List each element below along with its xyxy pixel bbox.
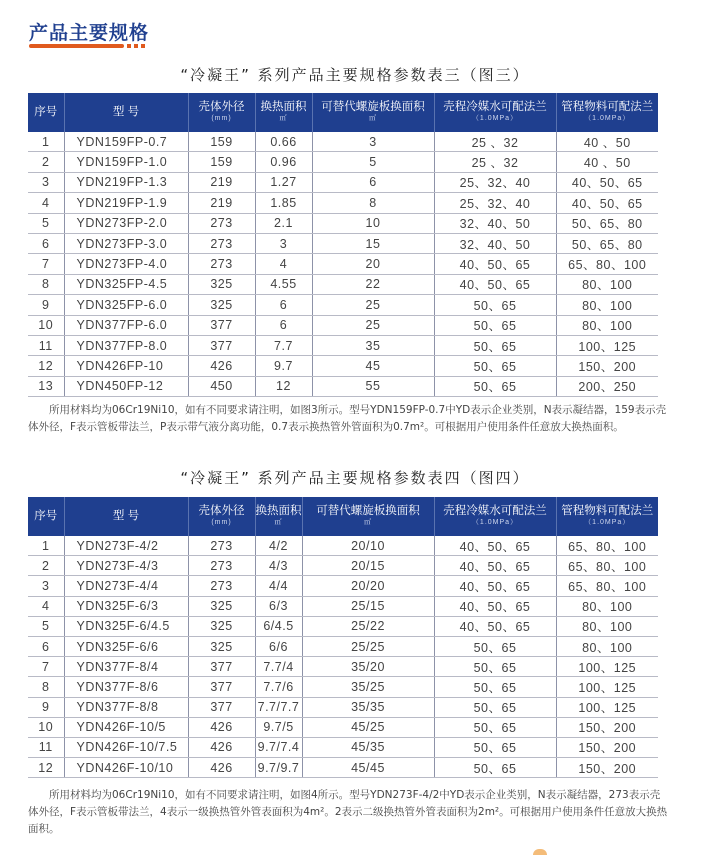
header-col-tube-flange [556,93,658,132]
cell-model: YDN450FP-12 [64,376,188,396]
cell-shell-diameter: 273 [188,576,255,596]
cell-shell-diameter: 325 [188,295,255,315]
cell-tube-flange: 50、65、80 [556,233,658,253]
cell-spiral-area: 3 [312,132,434,152]
header-col-shell-diameter [188,497,255,536]
cell-shell-flange: 50、65 [434,717,556,737]
cell-spiral-area: 45/25 [302,717,434,737]
cell-shell-diameter: 273 [188,556,255,576]
section-title: 产品主要规格 [29,22,150,44]
cell-model: YDN377F-8/4 [64,657,188,677]
cell-shell-flange: 25、32、40 [434,193,556,213]
cell-spiral-area: 5 [312,152,434,172]
cell-tube-flange: 200、250 [556,376,658,396]
header-unit: （1.0MPa） [584,115,631,123]
cell-heat-area: 6 [255,315,312,335]
cell-index: 10 [28,315,64,335]
table-row [28,172,658,192]
table-row [28,556,658,576]
cell-tube-flange: 80、100 [556,274,658,294]
cell-tube-flange: 100、125 [556,335,658,355]
table-row [28,152,658,172]
cell-tube-flange: 150、200 [556,758,658,778]
cell-model: YDN219FP-1.9 [64,193,188,213]
cell-shell-flange: 50、65 [434,636,556,656]
cell-index: 8 [28,274,64,294]
cell-model: YDN159FP-1.0 [64,152,188,172]
cell-model: YDN219FP-1.3 [64,172,188,192]
cell-heat-area: 4.55 [255,274,312,294]
cell-heat-area: 9.7/7.4 [255,737,302,757]
header-col-spiral-area [302,497,434,536]
cell-heat-area: 9.7/5 [255,717,302,737]
cell-spiral-area: 25/22 [302,616,434,636]
header-col-heat-area [255,497,302,536]
cell-model: YDN325FP-6.0 [64,295,188,315]
table-row [28,697,658,717]
cell-spiral-area: 15 [312,233,434,253]
cell-model: YDN426F-10/5 [64,717,188,737]
cell-shell-diameter: 325 [188,596,255,616]
header-col-shell-diameter [188,93,255,132]
cell-index: 12 [28,758,64,778]
header-label: 可替代螺旋板换面积 [316,505,420,518]
cell-model: YDN426FP-10 [64,356,188,376]
header-unit: （1.0MPa） [471,519,519,527]
table-row [28,657,658,677]
cell-shell-diameter: 325 [188,274,255,294]
cell-spiral-area: 35/25 [302,677,434,697]
cell-tube-flange: 40、50、65 [556,172,658,192]
table-header-row [28,93,658,132]
cell-shell-diameter: 219 [188,193,255,213]
cell-model: YDN273F-4/2 [64,536,188,556]
cell-shell-diameter: 450 [188,376,255,396]
cell-shell-diameter: 273 [188,233,255,253]
table1-title: “冷凝王” 系列产品主要规格参数表三（图三） [180,66,530,84]
cell-shell-flange: 40、50、65 [434,616,556,636]
header-label: 壳体外径 [198,101,245,114]
cell-heat-area: 7.7/4 [255,657,302,677]
cell-heat-area: 6/6 [255,636,302,656]
cell-index: 4 [28,193,64,213]
cell-tube-flange: 150、200 [556,356,658,376]
header-unit: (mm) [211,519,232,527]
cell-shell-flange: 50、65 [434,677,556,697]
table-row [28,758,658,778]
cell-model: YDN273FP-4.0 [64,254,188,274]
cell-spiral-area: 20/10 [302,536,434,556]
header-col-index [28,497,64,536]
cell-shell-flange: 50、65 [434,737,556,757]
cell-shell-flange: 25 、32 [434,152,556,172]
table2-note: 所用材料均为06Cr19Ni10，如有不同要求请注明，如图4所示。型号YDN273F-4/2中YD表示企业类别，N表示凝结器，273表示壳体外径，F表示管板带法兰，4表示一级换热管外管表面积为4m²。2表示二级换热管外管表面积为2m²。可根据用户使用条件任意放大换热面积。 [28,789,668,835]
header-label: 序号 [34,509,58,522]
cell-shell-flange: 50、65 [434,356,556,376]
cell-index: 13 [28,376,64,396]
cell-model: YDN159FP-0.7 [64,132,188,152]
cell-spiral-area: 22 [312,274,434,294]
table1-note: 所用材料均为06Cr19Ni10，如有不同要求请注明，如图3所示。型号YDN159FP-0.7中YD表示企业类别，N表示凝结器，159表示壳体外径，F表示管板带法兰，P表示带气液分离功能，0.7表示换热管外管面积为0.7m²。可根据用户使用条件任意放大换热面积。 [28,404,667,433]
header-unit: ㎡ [364,519,372,527]
cell-model: YDN377F-8/8 [64,697,188,717]
header-label: 换热面积 [255,505,302,518]
header-label: 壳程冷媒水可配法兰 [443,101,547,114]
cell-heat-area: 7.7/6 [255,677,302,697]
cell-index: 1 [28,536,64,556]
table-row [28,274,658,294]
cell-tube-flange: 100、125 [556,697,658,717]
table-row [28,193,658,213]
header-label: 换热面积 [260,101,307,114]
table-row [28,315,658,335]
cell-shell-flange: 40、50、65 [434,274,556,294]
cell-index: 5 [28,213,64,233]
cell-heat-area: 6 [255,295,312,315]
header-label: 壳程冷媒水可配法兰 [443,505,547,518]
cell-shell-diameter: 325 [188,636,255,656]
table-row [28,254,658,274]
cell-shell-flange: 50、65 [434,376,556,396]
cell-model: YDN273F-4/4 [64,576,188,596]
cell-shell-flange: 32、40、50 [434,213,556,233]
header-col-heat-area [255,93,312,132]
cell-spiral-area: 25/15 [302,596,434,616]
spec-table-4 [28,497,658,778]
cell-heat-area: 12 [255,376,312,396]
cell-heat-area: 4/4 [255,576,302,596]
header-col-index [28,93,64,132]
table-header-row [28,497,658,536]
cell-shell-flange: 40、50、65 [434,536,556,556]
cell-heat-area: 0.66 [255,132,312,152]
cell-tube-flange: 65、80、100 [556,556,658,576]
cell-tube-flange: 150、200 [556,717,658,737]
decorative-shape [533,849,547,855]
table-row [28,616,658,636]
cell-spiral-area: 55 [312,376,434,396]
cell-heat-area: 4 [255,254,312,274]
header-unit: ㎡ [279,115,288,123]
cell-model: YDN325FP-4.5 [64,274,188,294]
cell-heat-area: 6/3 [255,596,302,616]
table-row [28,536,658,556]
cell-heat-area: 1.85 [255,193,312,213]
cell-shell-diameter: 377 [188,335,255,355]
header-label: 管程物料可配法兰 [561,505,654,518]
header-unit: ㎡ [274,519,283,527]
cell-index: 2 [28,152,64,172]
cell-shell-flange: 40、50、65 [434,576,556,596]
cell-model: YDN325F-6/3 [64,596,188,616]
cell-shell-flange: 25、32、40 [434,172,556,192]
cell-index: 11 [28,737,64,757]
cell-shell-diameter: 426 [188,737,255,757]
table-row [28,596,658,616]
cell-model: YDN426F-10/10 [64,758,188,778]
cell-shell-flange: 50、65 [434,315,556,335]
cell-spiral-area: 45 [312,356,434,376]
title-underline [29,44,124,48]
cell-shell-flange: 40、50、65 [434,556,556,576]
table-row [28,295,658,315]
header-unit: （1.0MPa） [584,519,631,527]
table-row [28,132,658,152]
cell-shell-diameter: 273 [188,213,255,233]
cell-spiral-area: 45/45 [302,758,434,778]
table-row [28,356,658,376]
cell-shell-diameter: 426 [188,758,255,778]
cell-shell-diameter: 219 [188,172,255,192]
cell-index: 6 [28,233,64,253]
cell-index: 7 [28,254,64,274]
table-row [28,677,658,697]
cell-tube-flange: 65、80、100 [556,536,658,556]
cell-shell-diameter: 377 [188,677,255,697]
cell-shell-diameter: 377 [188,657,255,677]
cell-tube-flange: 40 、50 [556,132,658,152]
cell-spiral-area: 20 [312,254,434,274]
cell-tube-flange: 65、80、100 [556,254,658,274]
cell-heat-area: 0.96 [255,152,312,172]
table-row [28,233,658,253]
table-row [28,376,658,396]
cell-spiral-area: 25 [312,315,434,335]
cell-shell-flange: 32、40、50 [434,233,556,253]
cell-model: YDN377FP-8.0 [64,335,188,355]
cell-heat-area: 2.1 [255,213,312,233]
cell-shell-flange: 50、65 [434,295,556,315]
header-col-shell-flange [434,93,556,132]
header-col-model [64,93,188,132]
cell-spiral-area: 6 [312,172,434,192]
cell-index: 2 [28,556,64,576]
cell-tube-flange: 50、65、80 [556,213,658,233]
cell-tube-flange: 150、200 [556,737,658,757]
table-row [28,717,658,737]
header-label: 序号 [34,105,58,118]
cell-spiral-area: 35/35 [302,697,434,717]
header-label: 管程物料可配法兰 [561,101,654,114]
header-col-model [64,497,188,536]
cell-shell-diameter: 159 [188,152,255,172]
title-dots [127,44,145,48]
cell-index: 4 [28,596,64,616]
cell-index: 8 [28,677,64,697]
header-col-spiral-area [312,93,434,132]
cell-index: 5 [28,616,64,636]
cell-spiral-area: 25/25 [302,636,434,656]
cell-shell-flange: 50、65 [434,335,556,355]
cell-spiral-area: 35/20 [302,657,434,677]
header-unit: (mm) [211,115,232,123]
header-label: 可替代螺旋板换面积 [321,101,425,114]
cell-tube-flange: 100、125 [556,657,658,677]
cell-spiral-area: 35 [312,335,434,355]
cell-tube-flange: 40 、50 [556,152,658,172]
cell-shell-flange: 50、65 [434,657,556,677]
cell-tube-flange: 80、100 [556,636,658,656]
cell-heat-area: 9.7/9.7 [255,758,302,778]
cell-heat-area: 7.7 [255,335,312,355]
header-unit: （1.0MPa） [471,115,519,123]
header-label: 壳体外径 [198,505,245,518]
cell-heat-area: 7.7/7.7 [255,697,302,717]
cell-model: YDN273FP-2.0 [64,213,188,233]
header-col-tube-flange [556,497,658,536]
cell-model: YDN426F-10/7.5 [64,737,188,757]
cell-index: 3 [28,576,64,596]
cell-tube-flange: 80、100 [556,315,658,335]
cell-model: YDN377FP-6.0 [64,315,188,335]
cell-index: 11 [28,335,64,355]
cell-shell-diameter: 273 [188,536,255,556]
cell-tube-flange: 80、100 [556,616,658,636]
cell-heat-area: 1.27 [255,172,312,192]
table-row [28,576,658,596]
table2-title: “冷凝王” 系列产品主要规格参数表四（图四） [180,469,530,487]
cell-spiral-area: 8 [312,193,434,213]
table-row [28,737,658,757]
cell-shell-flange: 25 、32 [434,132,556,152]
cell-index: 1 [28,132,64,152]
cell-spiral-area: 45/35 [302,737,434,757]
cell-model: YDN325F-6/4.5 [64,616,188,636]
cell-model: YDN273F-4/3 [64,556,188,576]
cell-model: YDN325F-6/6 [64,636,188,656]
cell-tube-flange: 100、125 [556,677,658,697]
cell-tube-flange: 80、100 [556,295,658,315]
cell-index: 9 [28,697,64,717]
cell-spiral-area: 20/15 [302,556,434,576]
cell-model: YDN377F-8/6 [64,677,188,697]
cell-heat-area: 4/3 [255,556,302,576]
table-row [28,213,658,233]
cell-shell-flange: 50、65 [434,697,556,717]
cell-shell-diameter: 273 [188,254,255,274]
cell-shell-diameter: 377 [188,697,255,717]
header-label: 型 号 [112,509,140,522]
cell-index: 6 [28,636,64,656]
cell-index: 10 [28,717,64,737]
cell-heat-area: 4/2 [255,536,302,556]
cell-tube-flange: 65、80、100 [556,576,658,596]
cell-heat-area: 6/4.5 [255,616,302,636]
cell-index: 12 [28,356,64,376]
cell-heat-area: 9.7 [255,356,312,376]
cell-shell-flange: 50、65 [434,758,556,778]
cell-shell-diameter: 325 [188,616,255,636]
table-row [28,335,658,355]
header-col-shell-flange [434,497,556,536]
cell-tube-flange: 80、100 [556,596,658,616]
cell-spiral-area: 10 [312,213,434,233]
spec-table-3 [28,93,658,397]
cell-index: 9 [28,295,64,315]
cell-spiral-area: 20/20 [302,576,434,596]
cell-heat-area: 3 [255,233,312,253]
cell-shell-flange: 40、50、65 [434,596,556,616]
cell-index: 7 [28,657,64,677]
cell-shell-diameter: 426 [188,717,255,737]
cell-spiral-area: 25 [312,295,434,315]
cell-model: YDN273FP-3.0 [64,233,188,253]
cell-shell-diameter: 377 [188,315,255,335]
header-label: 型 号 [112,105,140,118]
cell-shell-diameter: 159 [188,132,255,152]
cell-index: 3 [28,172,64,192]
cell-tube-flange: 40、50、65 [556,193,658,213]
cell-shell-flange: 40、50、65 [434,254,556,274]
table-row [28,636,658,656]
header-unit: ㎡ [369,115,377,123]
cell-shell-diameter: 426 [188,356,255,376]
